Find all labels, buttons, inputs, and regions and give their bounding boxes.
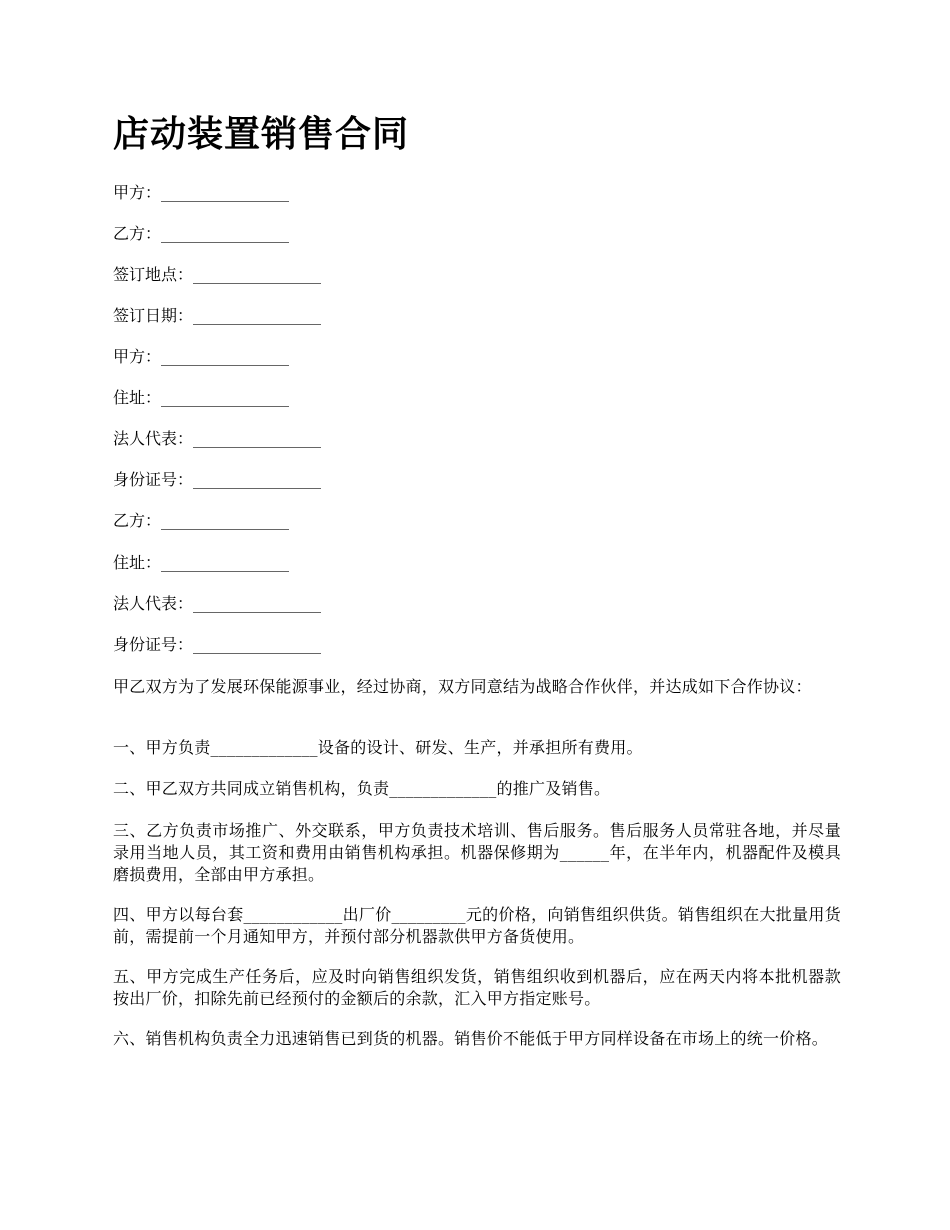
field-address-a (113, 387, 289, 409)
field-legal-rep-b (113, 593, 321, 615)
field-label: 身份证号： (113, 635, 194, 654)
field-blank: ________________ (193, 429, 322, 448)
field-blank: ________________ (193, 594, 322, 613)
field-blank: ________________ (193, 306, 322, 325)
field-id-number-b (113, 634, 321, 656)
paragraph-clause-2: 二、甲乙双方共同成立销售机构，负责_____________的推广及销售。 (113, 779, 611, 798)
paragraph-clause-3: 三、乙方负责市场推广、外交联系，甲方负责技术培训、售后服务。售后服务人员常驻各地，并尽量录用当地人员，其工资和费用由销售机构承担。机器保修期为______年，在半年内，机器配件及模具磨损费用，全部由甲方承担。 (113, 821, 841, 884)
field-label: 乙方： (113, 224, 162, 243)
field-blank: ________________ (161, 553, 290, 572)
field-blank: ________________ (161, 224, 290, 243)
field-address-b (113, 552, 289, 574)
field-label: 乙方： (113, 511, 162, 530)
paragraph-clause-1: 一、甲方负责_____________设备的设计、研发、生产，并承担所有费用。 (113, 738, 643, 757)
field-id-number-a (113, 469, 321, 491)
field-blank: ________________ (193, 470, 322, 489)
field-blank: ________________ (193, 635, 322, 654)
field-party-b-2 (113, 510, 289, 532)
paragraph-intro: 甲乙双方为了发展环保能源事业，经过协商，双方同意结为战略合作伙伴，并达成如下合作协议： (113, 677, 812, 696)
field-label: 甲方： (113, 183, 162, 202)
field-blank: ________________ (161, 511, 290, 530)
paragraph-clause-6: 六、销售机构负责全力迅速销售已到货的机器。销售价不能低于甲方同样设备在市场上的统一价格。 (113, 1029, 829, 1048)
field-party-a-2 (113, 346, 289, 368)
field-label: 签订地点： (113, 265, 194, 284)
field-blank: ________________ (161, 347, 290, 366)
paragraph-clause-4: 四、甲方以每台套____________出厂价_________元的价格，向销售组织供货。销售组织在大批量用货前，需提前一个月通知甲方，并预付部分机器款供甲方备货使用。 (113, 905, 841, 946)
field-label: 签订日期： (113, 306, 194, 325)
document-title: 店动装置销售合同 (113, 114, 410, 155)
paragraph-clause-5: 五、甲方完成生产任务后，应及时向销售组织发货，销售组织收到机器后，应在两天内将本批机器款按出厂价，扣除先前已经预付的金额后的余款，汇入甲方指定账号。 (113, 967, 841, 1008)
field-legal-rep-a (113, 428, 321, 450)
field-label: 住址： (113, 388, 162, 407)
field-party-a (113, 182, 289, 204)
field-label: 甲方： (113, 347, 162, 366)
field-label: 法人代表： (113, 429, 194, 448)
field-label: 身份证号： (113, 470, 194, 489)
field-signing-date (113, 305, 321, 327)
field-party-b (113, 223, 289, 245)
field-label: 法人代表： (113, 594, 194, 613)
field-label: 住址： (113, 553, 162, 572)
field-signing-place (113, 264, 321, 286)
field-blank: ________________ (161, 183, 290, 202)
field-blank: ________________ (161, 388, 290, 407)
field-blank: ________________ (193, 265, 322, 284)
